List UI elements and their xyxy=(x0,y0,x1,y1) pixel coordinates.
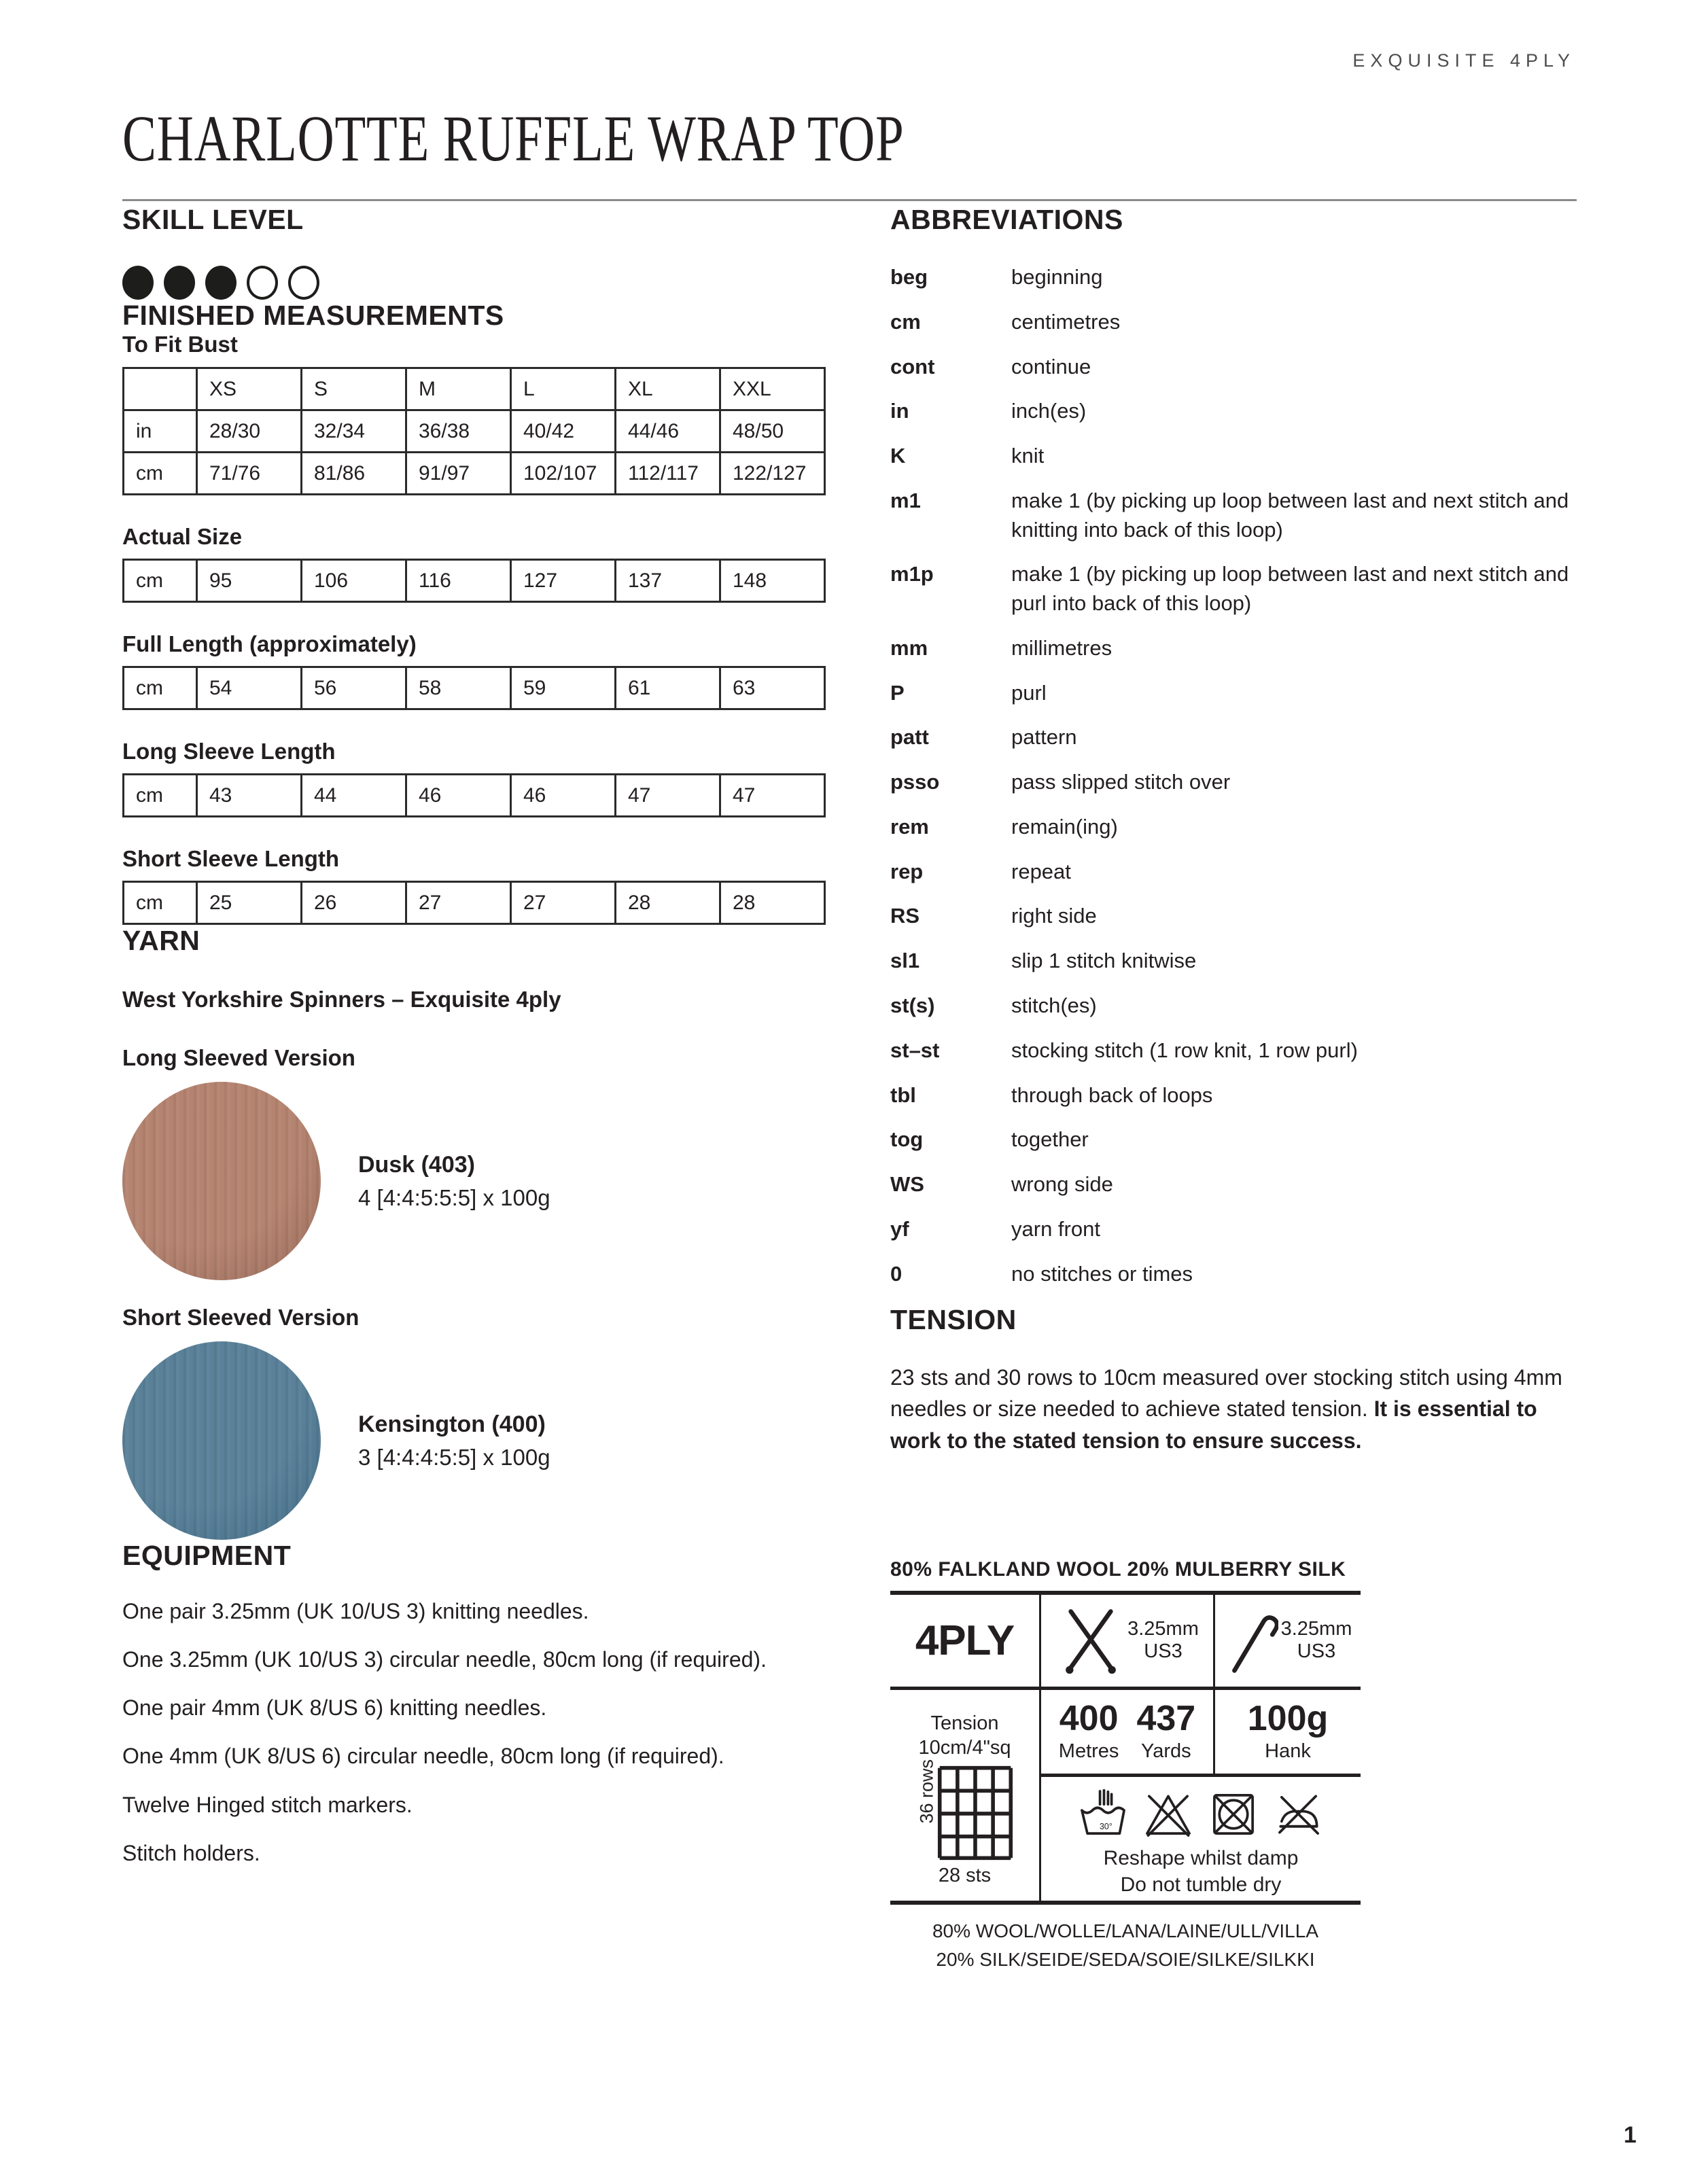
value-cell: 112/117 xyxy=(616,453,721,495)
value-cell: 28/30 xyxy=(198,411,302,453)
measurement-label: Short Sleeve Length xyxy=(122,846,340,871)
value-cell: 28 xyxy=(721,883,826,925)
abbreviation-term: m1 xyxy=(890,488,921,512)
abbreviation-row xyxy=(890,397,1577,426)
size-header-cell: XS xyxy=(198,369,302,411)
needle-size: 3.25mm xyxy=(1127,1617,1199,1640)
measurement-table-section xyxy=(122,631,826,710)
hook-size-text xyxy=(1281,1618,1352,1663)
abbreviation-row xyxy=(890,947,1577,976)
abbreviation-term: st(s) xyxy=(890,993,935,1018)
abbreviation-row xyxy=(890,1125,1577,1155)
metres-value: 400 xyxy=(1059,1698,1119,1738)
yards-column xyxy=(1136,1698,1196,1763)
blank-corner-cell xyxy=(124,369,198,411)
abbreviation-term: rep xyxy=(890,859,924,883)
abbreviation-definition: slip 1 stitch knitwise xyxy=(1011,949,1197,973)
abbreviation-row xyxy=(890,1215,1577,1244)
size-header-cell: XXL xyxy=(721,369,826,411)
table-row xyxy=(124,775,826,817)
gauge-grid-row xyxy=(916,1759,1013,1861)
abbreviation-row xyxy=(890,768,1577,797)
do-not-iron-icon xyxy=(1274,1789,1324,1839)
table-row xyxy=(124,668,826,710)
unit-cell: cm xyxy=(124,883,198,925)
abbreviation-row xyxy=(890,902,1577,931)
value-cell: 58 xyxy=(407,668,512,710)
abbreviation-row xyxy=(890,634,1577,663)
value-cell: 46 xyxy=(407,775,512,817)
measurement-label: Full Length (approximately) xyxy=(122,631,417,656)
measurement-table xyxy=(122,881,826,925)
do-not-bleach-icon xyxy=(1143,1789,1193,1839)
weight-value: 100g xyxy=(1247,1698,1329,1738)
value-cell: 44 xyxy=(302,775,407,817)
abbreviation-row xyxy=(890,1170,1577,1199)
title-rule xyxy=(122,199,1577,201)
yarn-color-name: Dusk (403) xyxy=(358,1151,475,1178)
equipment-item: One pair 3.25mm (UK 10/US 3) knitting needles. xyxy=(122,1599,589,1623)
gauge-tension-label: Tension xyxy=(930,1712,999,1734)
to-fit-bust-rows xyxy=(124,411,826,495)
yarn-quantity: 4 [4:4:5:5:5] x 100g xyxy=(358,1184,550,1210)
fiber-composition xyxy=(890,1917,1361,1974)
tension-gauge-cell xyxy=(890,1690,1041,1901)
abbreviation-definition: repeat xyxy=(1011,859,1071,883)
abbreviation-definition: purl xyxy=(1011,680,1047,705)
abbreviation-term: rem xyxy=(890,814,929,839)
right-column xyxy=(890,204,1577,1974)
abbreviation-term: yf xyxy=(890,1216,909,1241)
equipment-heading: EQUIPMENT xyxy=(122,1540,292,1571)
tension-text-bold: It is essential to work to the stated tension to ensure success. xyxy=(890,1396,1537,1453)
abbreviation-term: cm xyxy=(890,309,921,334)
yarn-version-label-long: Long Sleeved Version xyxy=(122,1045,355,1070)
abbreviation-definition: stocking stitch (1 row knit, 1 row purl) xyxy=(1011,1038,1358,1062)
value-cell: 25 xyxy=(198,883,302,925)
care-cell xyxy=(1041,1777,1361,1901)
abbreviation-row xyxy=(890,263,1577,292)
abbreviation-term: cont xyxy=(890,354,935,378)
hook-cell xyxy=(1215,1595,1361,1690)
abbreviation-term: P xyxy=(890,680,905,705)
abbreviation-definition: pattern xyxy=(1011,725,1077,750)
yardage-cell xyxy=(1041,1690,1215,1777)
value-cell: 47 xyxy=(721,775,826,817)
skill-dot-empty xyxy=(247,266,278,300)
abbreviation-definition: remain(ing) xyxy=(1011,814,1118,839)
abbreviation-definition: no stitches or times xyxy=(1011,1261,1193,1286)
do-not-tumble-dry-icon xyxy=(1208,1789,1259,1839)
size-header-cell: XL xyxy=(616,369,721,411)
hook-us: US3 xyxy=(1297,1640,1336,1663)
gauge-rows-label: 36 rows xyxy=(916,1759,936,1824)
abbreviation-row xyxy=(890,679,1577,708)
svg-text:30°: 30° xyxy=(1099,1821,1113,1831)
yards-label: Yards xyxy=(1141,1740,1191,1762)
equipment-item: One 4mm (UK 8/US 6) circular needle, 80cm long (if required). xyxy=(122,1744,724,1769)
value-cell: 32/34 xyxy=(302,411,407,453)
needles-cell xyxy=(1041,1595,1215,1690)
value-cell: 102/107 xyxy=(512,453,616,495)
value-cell: 26 xyxy=(302,883,407,925)
knit-texture xyxy=(122,1341,321,1540)
tension-grid-icon xyxy=(937,1765,1013,1861)
abbreviation-term: tog xyxy=(890,1127,924,1152)
value-cell: 48/50 xyxy=(721,411,826,453)
unit-cell: cm xyxy=(124,453,198,495)
care-icons-row xyxy=(1078,1789,1324,1839)
abbreviation-term: sl1 xyxy=(890,949,920,973)
abbreviation-term: mm xyxy=(890,635,928,660)
yarn-version-label-short: Short Sleeved Version xyxy=(122,1305,360,1330)
composition-line-2: 20% SILK/SEIDE/SEDA/SOIE/SILKE/SILKKI xyxy=(936,1948,1315,1970)
yarn-color-name: Kensington (400) xyxy=(358,1411,546,1437)
abbreviation-term: tbl xyxy=(890,1082,916,1107)
yarn-brand-line: West Yorkshire Spinners – Exquisite 4ply xyxy=(122,987,561,1012)
value-cell: 28 xyxy=(616,883,721,925)
abbreviation-definition: wrong side xyxy=(1011,1172,1113,1197)
gauge-tension-area: 10cm/4"sq xyxy=(918,1737,1011,1759)
equipment-item: Stitch holders. xyxy=(122,1840,260,1865)
size-header-cell: M xyxy=(407,369,512,411)
value-cell: 95 xyxy=(198,561,302,603)
ply-label: 4PLY xyxy=(915,1617,1015,1664)
skill-dot-filled xyxy=(205,266,237,300)
yarn-band-box xyxy=(890,1591,1361,1905)
abbreviation-definition: continue xyxy=(1011,354,1091,378)
to-fit-bust-label: To Fit Bust xyxy=(122,332,238,357)
abbreviation-term: patt xyxy=(890,725,929,750)
abbreviation-row xyxy=(890,813,1577,842)
value-cell: 91/97 xyxy=(407,453,512,495)
tension-heading: TENSION xyxy=(890,1304,1017,1336)
abbreviations-list xyxy=(890,263,1577,1288)
value-cell: 44/46 xyxy=(616,411,721,453)
yarn-band-block xyxy=(890,1558,1361,1974)
needle-us: US3 xyxy=(1144,1640,1183,1663)
crochet-hook-icon xyxy=(1224,1605,1278,1676)
yarn-swatch-info xyxy=(358,1152,550,1211)
measurement-tables xyxy=(122,524,826,925)
abbreviation-definition: millimetres xyxy=(1011,635,1113,660)
abbreviation-definition: right side xyxy=(1011,904,1097,928)
to-fit-bust-table xyxy=(122,367,826,495)
abbreviation-term: psso xyxy=(890,770,940,794)
table-row xyxy=(124,883,826,925)
abbreviation-definition: inch(es) xyxy=(1011,399,1087,423)
weight-cell xyxy=(1215,1690,1361,1777)
abbreviation-row xyxy=(890,560,1577,618)
composition-line-1: 80% WOOL/WOLLE/LANA/LAINE/ULL/VILLA xyxy=(932,1920,1318,1941)
abbreviation-definition: together xyxy=(1011,1127,1089,1152)
value-cell: 43 xyxy=(198,775,302,817)
abbreviation-term: 0 xyxy=(890,1261,903,1286)
yarn-version-short xyxy=(122,1341,826,1540)
measurement-table xyxy=(122,773,826,817)
value-cell: 63 xyxy=(721,668,826,710)
abbreviation-definition: beginning xyxy=(1011,265,1103,289)
abbreviation-definition: pass slipped stitch over xyxy=(1011,770,1231,794)
value-cell: 47 xyxy=(616,775,721,817)
measurement-table xyxy=(122,666,826,710)
value-cell: 40/42 xyxy=(512,411,616,453)
care-line-1: Reshape whilst damp xyxy=(1103,1846,1299,1869)
abbreviation-definition: make 1 (by picking up loop between last and next stitch and purl into back of this loop) xyxy=(1011,562,1569,616)
knitting-needles-icon xyxy=(1055,1605,1126,1676)
brand-text: EXQUISITE 4PLY xyxy=(1352,50,1575,71)
skill-dot-filled xyxy=(164,266,195,300)
ply-cell xyxy=(890,1595,1041,1690)
measurement-label: Long Sleeve Length xyxy=(122,739,336,764)
content-columns xyxy=(122,204,1577,1974)
value-cell: 71/76 xyxy=(198,453,302,495)
skill-level-heading: SKILL LEVEL xyxy=(122,204,304,235)
abbreviation-definition: stitch(es) xyxy=(1011,993,1097,1018)
abbreviation-row xyxy=(890,858,1577,887)
abbreviation-row xyxy=(890,487,1577,545)
abbreviation-term: in xyxy=(890,399,909,423)
abbreviation-row xyxy=(890,1081,1577,1110)
abbreviation-row xyxy=(890,991,1577,1021)
unit-cell: cm xyxy=(124,775,198,817)
measurement-table-section xyxy=(122,524,826,603)
abbreviation-term: RS xyxy=(890,904,920,928)
yards-value: 437 xyxy=(1136,1698,1196,1738)
abbreviation-definition: knit xyxy=(1011,444,1045,468)
measurement-label: Actual Size xyxy=(122,524,243,549)
table-row xyxy=(124,453,826,495)
size-header-row xyxy=(124,369,826,411)
abbreviation-row xyxy=(890,353,1577,382)
value-cell: 106 xyxy=(302,561,407,603)
abbreviation-definition: centimetres xyxy=(1011,309,1121,334)
equipment-list xyxy=(122,1596,826,1868)
left-column xyxy=(122,204,826,1974)
abbreviation-term: st–st xyxy=(890,1038,940,1062)
equipment-item: Twelve Hinged stitch markers. xyxy=(122,1792,413,1817)
value-cell: 81/86 xyxy=(302,453,407,495)
metres-label: Metres xyxy=(1058,1740,1119,1762)
yarn-swatch-dusk xyxy=(122,1082,321,1280)
skill-dots xyxy=(122,266,826,300)
knit-texture xyxy=(122,1082,321,1280)
value-cell: 116 xyxy=(407,561,512,603)
metres-column xyxy=(1058,1698,1119,1763)
value-cell: 59 xyxy=(512,668,616,710)
abbreviation-term: WS xyxy=(890,1172,924,1197)
abbreviation-row xyxy=(890,442,1577,471)
abbreviation-row xyxy=(890,723,1577,752)
gauge-sts-label: 28 sts xyxy=(938,1865,992,1887)
weight-column xyxy=(1247,1698,1329,1763)
tension-text xyxy=(890,1362,1577,1456)
value-cell: 122/127 xyxy=(721,453,826,495)
yarn-swatch-info xyxy=(358,1411,550,1470)
measurement-table-section xyxy=(122,739,826,817)
abbreviation-row xyxy=(890,308,1577,337)
abbreviation-definition: make 1 (by picking up loop between last and next stitch and knitting into back of this loop) xyxy=(1011,488,1569,542)
skill-dot-empty xyxy=(288,266,319,300)
weight-label: Hank xyxy=(1265,1740,1311,1762)
unit-cell: cm xyxy=(124,561,198,603)
needle-size-text xyxy=(1127,1618,1199,1663)
value-cell: 148 xyxy=(721,561,826,603)
equipment-item: One pair 4mm (UK 8/US 6) knitting needles. xyxy=(122,1695,547,1721)
value-cell: 46 xyxy=(512,775,616,817)
yarn-band-title: 80% FALKLAND WOOL 20% MULBERRY SILK xyxy=(890,1557,1346,1581)
skill-dot-filled xyxy=(122,266,154,300)
table-row xyxy=(124,561,826,603)
measurement-table-section xyxy=(122,846,826,925)
measurement-table xyxy=(122,559,826,603)
yarn-version-long xyxy=(122,1082,826,1280)
unit-cell: cm xyxy=(124,668,198,710)
abbreviation-row xyxy=(890,1260,1577,1289)
value-cell: 36/38 xyxy=(407,411,512,453)
page-title: CHARLOTTE RUFFLE WRAP TOP xyxy=(122,102,905,175)
page-number: 1 xyxy=(1624,2122,1636,2148)
abbreviation-definition: yarn front xyxy=(1011,1216,1100,1241)
value-cell: 61 xyxy=(616,668,721,710)
handwash-30-icon xyxy=(1078,1789,1128,1839)
equipment-item: One 3.25mm (UK 10/US 3) circular needle, 80cm long (if required). xyxy=(122,1647,767,1672)
care-instructions xyxy=(1104,1845,1299,1898)
value-cell: 54 xyxy=(198,668,302,710)
yarn-quantity: 3 [4:4:4:5:5] x 100g xyxy=(358,1444,550,1470)
abbreviation-term: m1p xyxy=(890,562,934,586)
table-row xyxy=(124,411,826,453)
size-header-cell: L xyxy=(512,369,616,411)
yarn-swatch-kensington xyxy=(122,1341,321,1540)
value-cell: 137 xyxy=(616,561,721,603)
value-cell: 127 xyxy=(512,561,616,603)
abbreviation-term: K xyxy=(890,444,906,468)
abbreviation-definition: through back of loops xyxy=(1011,1082,1213,1107)
tension-text-regular: 23 sts and 30 rows to 10cm measured over stocking stitch using 4mm needles or size needed to achieve stated tension. xyxy=(890,1365,1562,1422)
yarn-heading: YARN xyxy=(122,925,200,956)
unit-cell: in xyxy=(124,411,198,453)
value-cell: 27 xyxy=(407,883,512,925)
size-header-cell: S xyxy=(302,369,407,411)
abbreviation-row xyxy=(890,1036,1577,1065)
care-line-2: Do not tumble dry xyxy=(1120,1873,1282,1896)
abbreviation-term: beg xyxy=(890,265,928,289)
value-cell: 27 xyxy=(512,883,616,925)
abbreviations-heading: ABBREVIATIONS xyxy=(890,204,1123,235)
value-cell: 56 xyxy=(302,668,407,710)
hook-size: 3.25mm xyxy=(1280,1617,1352,1640)
finished-measurements-heading: FINISHED MEASUREMENTS xyxy=(122,300,504,331)
